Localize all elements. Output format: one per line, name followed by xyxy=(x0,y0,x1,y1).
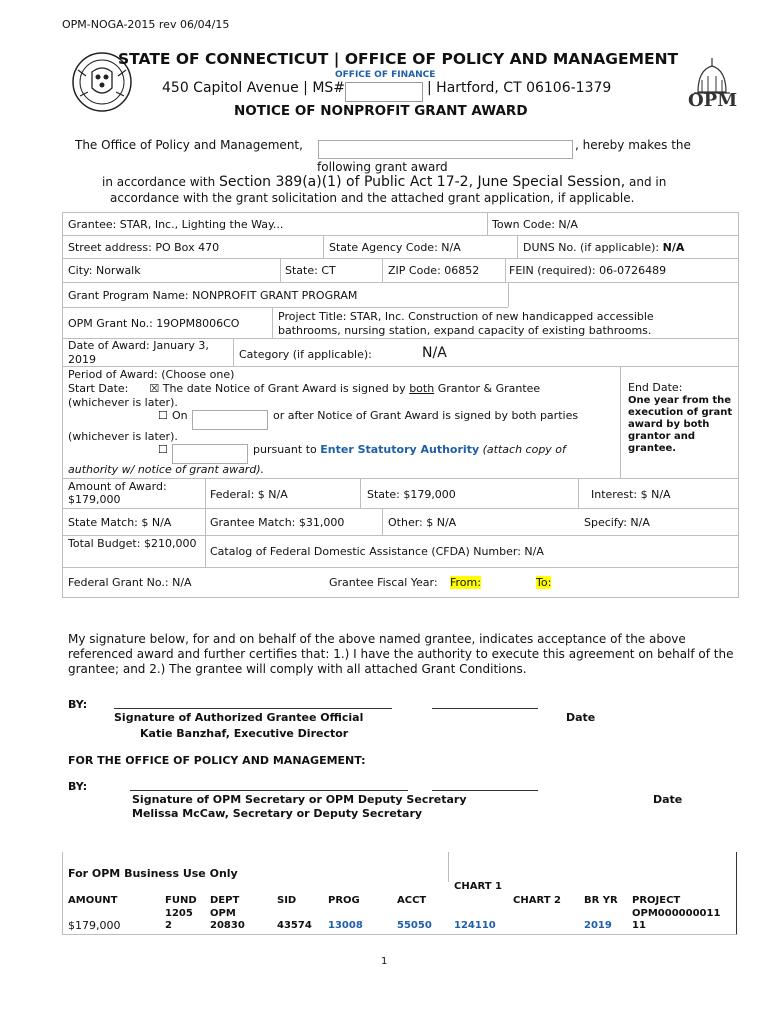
grantee-signature-line[interactable] xyxy=(114,708,392,709)
grant-program-name: Grant Program Name: NONPROFIT GRANT PROGRAM xyxy=(68,289,358,302)
state-amount: State: $179,000 xyxy=(367,488,456,501)
option3-checkbox[interactable]: ☐ xyxy=(158,443,168,456)
option2-on: On xyxy=(172,409,188,422)
city: City: Norwalk xyxy=(68,264,141,277)
option3-post: (attach copy of xyxy=(482,443,566,456)
amount-of-award: Amount of Award: $179,000 xyxy=(68,480,167,506)
option2-text: or after Notice of Grant Award is signed by both parties xyxy=(273,409,579,422)
form-id: OPM-NOGA-2015 rev 06/04/15 xyxy=(62,18,230,31)
whichever-1: (whichever is later). xyxy=(68,396,178,409)
state-match: State Match: $ N/A xyxy=(68,516,172,529)
business-value-project: OPM000000011 11 xyxy=(632,908,721,931)
period-of-award: Period of Award: (Choose one) xyxy=(68,368,235,381)
notice-title: NOTICE OF NONPROFIT GRANT AWARD xyxy=(234,103,528,119)
business-value-prog: 13008 xyxy=(328,920,363,931)
end-date-label: End Date: xyxy=(628,381,683,394)
grantee-name: Grantee: STAR, Inc., Lighting the Way... xyxy=(68,218,284,231)
opm-grant-number: OPM Grant No.: 19OPM8006CO xyxy=(68,317,240,330)
business-value-dept: OPM 20830 xyxy=(210,908,245,931)
business-header-br-yr: BR YR xyxy=(584,895,618,906)
grantor-field[interactable] xyxy=(318,140,573,159)
business-header-acct: ACCT xyxy=(397,895,427,906)
opm-signature-line[interactable] xyxy=(130,790,408,791)
business-header-chart-2: CHART 2 xyxy=(513,895,561,906)
intro-line3-post: and in xyxy=(629,175,667,189)
address-left: 450 Capitol Avenue | MS# xyxy=(162,80,346,96)
page-number: 1 xyxy=(381,956,388,967)
grantee-signer-name: Katie Banzhaf, Executive Director xyxy=(140,727,349,740)
start-date-label: Start Date: xyxy=(68,382,129,395)
option3-line1 xyxy=(253,443,566,456)
option2-checkbox[interactable]: ☐ xyxy=(158,409,168,422)
category-label: Category (if applicable): xyxy=(239,348,372,361)
opm-by-label: BY: xyxy=(68,780,88,793)
fiscal-from[interactable]: From: xyxy=(450,576,481,589)
duns-value: N/A xyxy=(662,241,685,254)
business-header-prog: PROG xyxy=(328,895,360,906)
interest-amount: Interest: $ N/A xyxy=(591,488,671,501)
specify: Specify: N/A xyxy=(584,516,650,529)
federal-amount: Federal: $ N/A xyxy=(210,488,288,501)
business-value-chart-1: 124110 xyxy=(454,920,496,931)
grantee-by-label: BY: xyxy=(68,698,88,711)
statute-section: Section 389(a)(1) of Public Act 17-2, June Special Session, xyxy=(219,174,626,190)
business-value-br-yr: 2019 xyxy=(584,920,612,931)
date-of-award: Date of Award: January 3, 2019 xyxy=(68,339,209,366)
opm-signature-title: Signature of OPM Secretary or OPM Deputy Secretary xyxy=(132,793,467,806)
grantee-date-line[interactable] xyxy=(432,708,538,709)
acceptance-text: My signature below, for and on behalf of the above named grantee, indicates acceptance of the above referenced award and further certifies that: 1.) I have the authority to execute this agreement on behalf of the grantee; and 2.) The grantee will comply with all attached Grant Conditions. xyxy=(68,632,734,676)
fiscal-to[interactable]: To: xyxy=(536,576,552,589)
town-code: Town Code: N/A xyxy=(492,218,578,231)
option3-date-field[interactable] xyxy=(172,444,248,464)
business-header-project: PROJECT xyxy=(632,895,681,906)
intro-line3-pre: in accordance with xyxy=(102,175,216,189)
intro-line2: following grant award xyxy=(317,160,448,174)
business-value-fund: 1205 2 xyxy=(165,908,193,931)
option1-text: The date Notice of Grant Award is signed by xyxy=(162,382,406,395)
grantee-signature-title: Signature of Authorized Grantee Official xyxy=(114,711,364,724)
office-of-finance: OFFICE OF FINANCE xyxy=(335,70,436,80)
business-header-dept: DEPT xyxy=(210,895,240,906)
fein: FEIN (required): 06-0726489 xyxy=(509,264,667,277)
opm-section-heading: FOR THE OFFICE OF POLICY AND MANAGEMENT: xyxy=(68,754,366,767)
business-header-sid: SID xyxy=(277,895,297,906)
opm-signer-name: Melissa McCaw, Secretary or Deputy Secretary xyxy=(132,807,423,820)
cfda-number: Catalog of Federal Domestic Assistance (CFDA) Number: N/A xyxy=(210,545,544,558)
option3-line2: authority w/ notice of grant award). xyxy=(68,463,265,476)
address-right: | Hartford, CT 06106-1379 xyxy=(427,80,612,96)
street-address: Street address: PO Box 470 xyxy=(68,241,220,254)
total-budget: Total Budget: $210,000 xyxy=(68,537,197,550)
business-header-fund: FUND xyxy=(165,895,197,906)
intro-line1-right: , hereby makes the xyxy=(575,138,691,152)
business-heading: For OPM Business Use Only xyxy=(68,867,238,880)
intro-line1-left: The Office of Policy and Management, xyxy=(75,138,303,152)
grantee-match: Grantee Match: $31,000 xyxy=(210,516,345,529)
business-value-sid: 43574 xyxy=(277,920,312,931)
business-value-amount: $179,000 xyxy=(68,919,121,932)
opm-logo xyxy=(684,56,740,116)
category-value: N/A xyxy=(422,345,447,361)
option3-pre: pursuant to xyxy=(253,443,317,456)
business-value-acct: 55050 xyxy=(397,920,432,931)
fiscal-year-label: Grantee Fiscal Year: xyxy=(329,576,438,589)
end-date-value: One year from the execution of grant award by both grantor and grantee. xyxy=(628,395,733,454)
header-title: STATE OF CONNECTICUT | OFFICE OF POLICY AND MANAGEMENT xyxy=(118,50,679,68)
state-agency-code: State Agency Code: N/A xyxy=(329,241,461,254)
grantee-date-label: Date xyxy=(566,711,596,724)
whichever-2: (whichever is later). xyxy=(68,430,178,443)
opm-date-line[interactable] xyxy=(432,790,538,791)
business-header-chart-1: CHART 1 xyxy=(454,881,502,892)
opm-date-label: Date xyxy=(653,793,683,806)
option1-tail: Grantor & Grantee xyxy=(437,382,541,395)
other-amount: Other: $ N/A xyxy=(388,516,457,529)
opm-logo-text: OPM xyxy=(688,90,738,111)
intro-line3 xyxy=(102,174,666,190)
ms-number-field[interactable] xyxy=(345,82,423,102)
duns-number xyxy=(523,241,684,254)
option1-checkbox[interactable]: ☒ xyxy=(149,382,160,395)
statutory-authority-link[interactable]: Enter Statutory Authority xyxy=(320,443,480,456)
duns-label: DUNS No. (if applicable): xyxy=(523,241,663,254)
intro-line4: accordance with the grant solicitation and the attached grant application, if applicable. xyxy=(110,191,635,205)
business-header-amount: AMOUNT xyxy=(68,895,118,906)
zip-code: ZIP Code: 06852 xyxy=(388,264,480,277)
state: State: CT xyxy=(285,264,336,277)
option1-both: both xyxy=(409,382,435,395)
federal-grant-number: Federal Grant No.: N/A xyxy=(68,576,192,589)
project-title: Project Title: STAR, Inc. Construction of new handicapped accessible bathrooms, nursing station, expand capacity of existing bathrooms. xyxy=(278,310,654,337)
option2-date-field[interactable] xyxy=(192,410,268,430)
start-date-option1 xyxy=(68,382,540,395)
